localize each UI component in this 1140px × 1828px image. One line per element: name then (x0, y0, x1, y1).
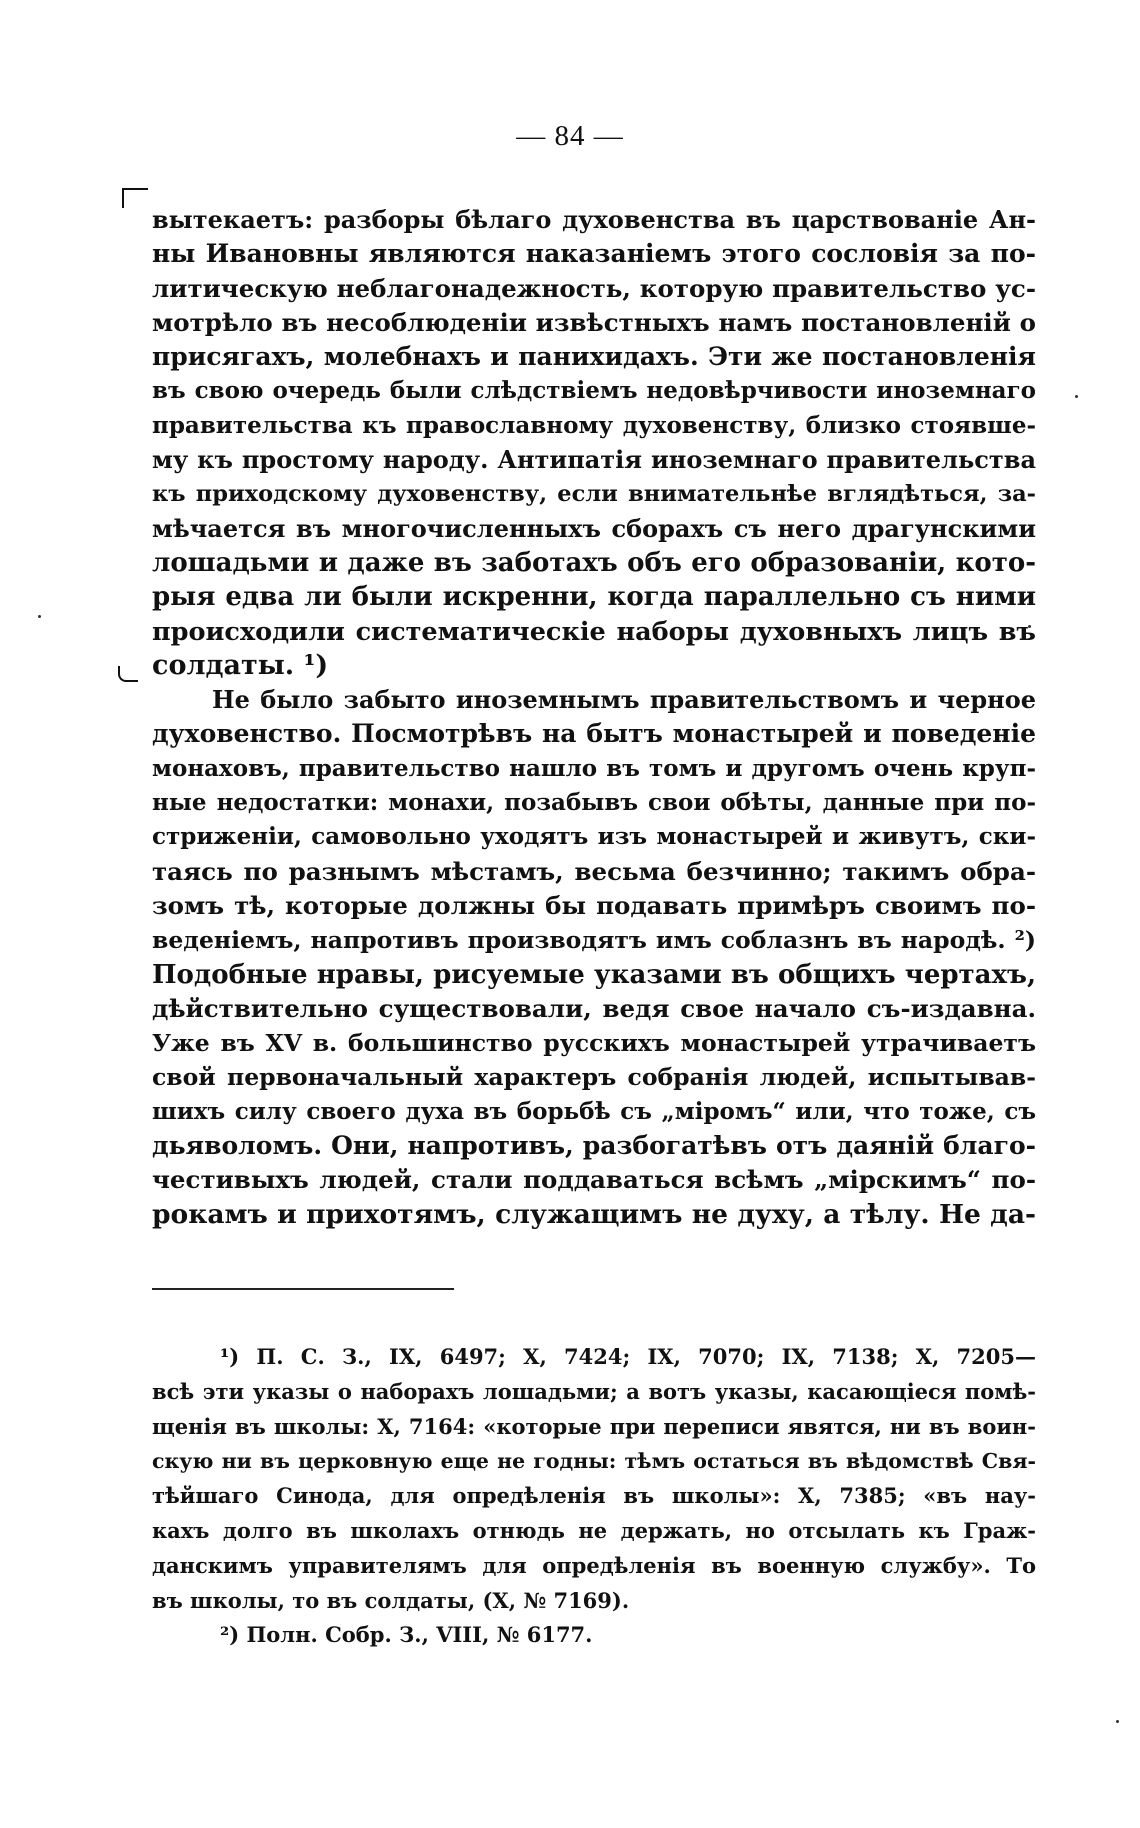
footnote-line: кахъ долго въ школахъ отнюдь не держать, но отсылать къ Граж- (152, 1517, 1036, 1543)
text-line: присягахъ, молебнахъ и панихидахъ. Эти же постановленія (152, 342, 1036, 372)
footnote-line: данскимъ управителямъ для опредѣленія въ военную службу». То (152, 1552, 1036, 1578)
text-line: шихъ силу своего духа въ борьбѣ съ „міромъ“ или, что тоже, съ (152, 1097, 1036, 1125)
footnote-separator (152, 1288, 454, 1290)
text-line: стриженіи, самовольно уходятъ изъ монастырей и живутъ, ски- (152, 823, 1036, 851)
text-line: свой первоначальный характеръ собранія людей, испытывав- (152, 1063, 1036, 1092)
text-line: дѣйствительно существовали, ведя свое начало съ-издавна. (152, 993, 1036, 1023)
text-line: происходили систематическіе наборы духовныхъ лицъ въ (152, 616, 1036, 647)
text-line: къ приходскому духовенству, если внимательнѣе вглядѣться, за- (152, 481, 1036, 508)
text-line: рокамъ и прихотямъ, служащимъ не духу, а тѣлу. Не да- (152, 1198, 1036, 1230)
main-text (152, 203, 1036, 1232)
footnote-line: скую ни въ церковную еще не годны: тѣмъ остаться въ вѣдомствѣ Свя- (152, 1449, 1036, 1474)
text-line: вытекаетъ: разборы бѣлаго духовенства въ царствованіе Ан- (152, 205, 1036, 234)
footnote-line: въ школы, то въ солдаты, (X, № 7169). (152, 1587, 630, 1613)
text-line: въ свою очередь были слѣдствіемъ недовѣрчивости иноземнаго (152, 377, 1036, 405)
text-line: честивыхъ людей, стали поддаваться всѣмъ „мірскимъ“ по- (152, 1165, 1036, 1195)
text-line: мѣчается въ многочисленныхъ сборахъ съ него драгунскими (152, 513, 1036, 543)
footnote-line: тѣйшаго Синода, для опредѣленія въ школы»: X, 7385; «въ нау- (152, 1483, 1036, 1509)
text-line: ные недостатки: монахи, позабывъ свои обѣты, данные при по- (152, 789, 1036, 817)
scan-speck (1116, 1720, 1119, 1723)
scan-speck (1075, 395, 1078, 398)
text-line: монаховъ, правительство нашло въ томъ и другомъ очень круп- (152, 754, 1036, 782)
footnote-line: всѣ эти указы о наборахъ лошадьми; а вотъ указы, касающіеся помѣ- (152, 1378, 1036, 1404)
text-line: ны Ивановны являются наказаніемъ этого сословія за по- (152, 239, 1036, 269)
text-line: Уже въ XV в. большинство русскихъ монастырей утрачиваетъ (152, 1029, 1036, 1058)
text-line: духовенство. Посмотрѣвъ на бытъ монастырей и поведеніе (152, 719, 1036, 749)
footnotes (152, 1340, 1036, 1653)
margin-bracket-top (122, 188, 148, 208)
text-line: Подобные нравы, рисуемые указами въ общихъ чертахъ, (152, 959, 1036, 990)
text-line: солдаты. ¹) (152, 649, 329, 681)
text-line: му къ простому народу. Антипатія иноземнаго правительства (152, 445, 1036, 475)
text-line: веденіемъ, напротивъ производятъ имъ соблазнъ въ народѣ. ²) (152, 926, 1036, 955)
page-number: — 84 — (516, 120, 624, 152)
footnote-line: ²) Полн. Собр. З., VIII, № 6177. (220, 1622, 593, 1648)
text-line: дьяволомъ. Они, напротивъ, разбогатѣвъ отъ даяній благо- (152, 1131, 1036, 1161)
text-line: мотрѣло въ несоблюденіи извѣстныхъ намъ постановленій о (152, 307, 1036, 337)
text-line: лошадьми и даже въ заботахъ объ его образованіи, кото- (152, 547, 1036, 578)
text-line: литическую неблагонадежность, которую правительство ус- (152, 273, 1036, 303)
margin-bracket-bottom (118, 666, 138, 682)
text-line: рыя едва ли были искренни, когда параллельно съ ними (152, 582, 1036, 613)
footnote-line: щенія въ школы: X, 7164: «которые при переписи явятся, ни въ воин- (152, 1413, 1036, 1439)
footnote-line: ¹) П. С. З., IX, 6497; X, 7424; IX, 7070; IX, 7138; X, 7205— (220, 1344, 1036, 1369)
text-line: правительства къ православному духовенству, близко стоявше- (152, 411, 1036, 439)
text-line: Не было забыто иноземнымъ правительствомъ и черное (212, 685, 1036, 715)
text-line: зомъ тѣ, которые должны бы подавать примѣръ своимъ по- (152, 890, 1036, 920)
scan-speck (38, 615, 41, 618)
text-line: таясь по разнымъ мѣстамъ, весьма безчинно; такимъ обра- (152, 856, 1036, 886)
